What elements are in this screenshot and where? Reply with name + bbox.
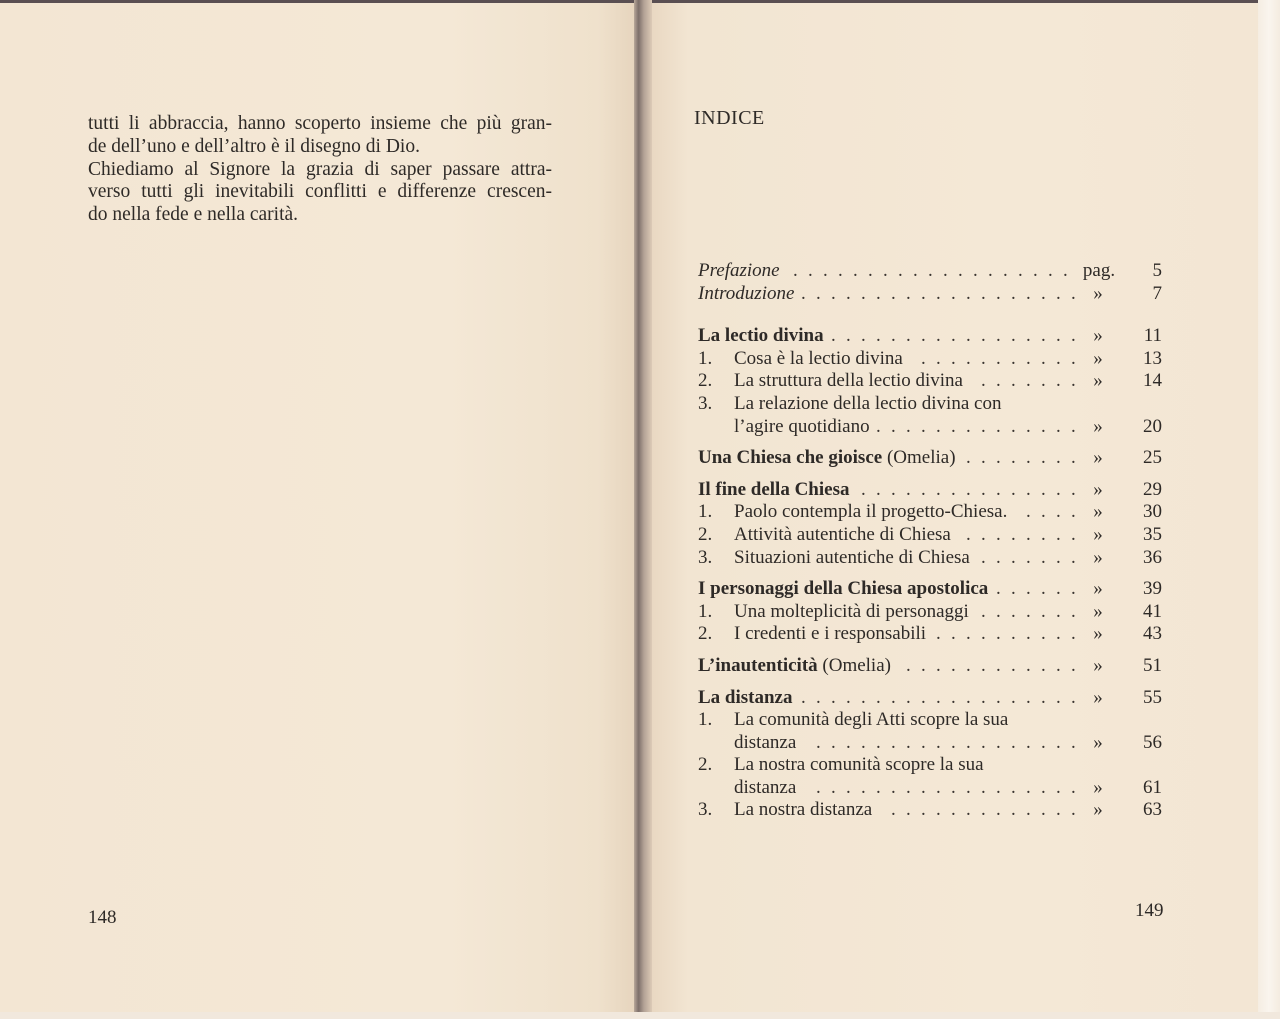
toc-marker: » [1093,325,1103,347]
table-of-contents [698,260,1162,822]
body-line: de dell’uno e dell’altro è il disegno di Dio. [88,135,420,157]
section-number: 2. [698,370,713,392]
toc-section-label: distanza [734,776,797,798]
toc-chapter-distanza [698,687,1162,710]
toc-marker: » [1093,415,1103,437]
toc-section [698,601,1162,624]
toc-marker: » [1093,546,1103,568]
book-gutter [634,0,652,1019]
toc-page-number: 63 [1143,799,1162,821]
toc-chapter-label: Una Chiesa che gioisce (Omelia) [698,447,956,469]
toc-page-number: 35 [1143,523,1162,545]
toc-section [698,547,1162,570]
dot-leader: ....... [981,370,1086,392]
toc-page-number: 7 [1152,282,1162,304]
toc-marker: » [1093,370,1103,392]
toc-page-number: 55 [1143,686,1162,708]
toc-section-label: 1. Paolo contempla il progetto-Chiesa. [698,501,1008,523]
toc-section-continuation [698,777,1162,800]
toc-chapter-personaggi [698,578,1162,601]
toc-chapter-label: La distanza [698,686,793,708]
dot-leader: ................. [831,325,1086,347]
toc-marker: » [1093,731,1103,753]
toc-page-number: 13 [1143,347,1162,369]
toc-section [698,754,1162,777]
section-number: 1. [698,600,713,622]
toc-section-label: distanza [734,731,797,753]
toc-chapter-label: I personaggi della Chiesa apostolica [698,578,989,600]
body-line: verso tutti gli inevitabili conflitti e differenze crescen- [88,181,552,203]
scan-bottom-edge [0,1012,1280,1019]
toc-entry-label: Introduzione [698,282,795,304]
toc-entry-prefazione [698,260,1162,283]
dot-leader: .......... [936,623,1086,645]
dot-leader: ................... [801,686,1086,708]
dot-leader: ................... [793,260,1078,281]
section-number: 3. [698,392,713,414]
section-number: 3. [698,799,713,821]
section-number: 2. [698,623,713,645]
toc-section [698,348,1162,371]
toc-section [698,393,1162,416]
toc-section-label: 2. La nostra comunità scopre la sua [698,754,984,776]
dot-leader: ...... [996,578,1086,600]
toc-marker: » [1093,447,1103,469]
dot-leader: ....... [981,546,1086,568]
toc-marker: » [1093,799,1103,821]
toc-section [698,709,1162,732]
toc-section-label: 3. La relazione della lectio divina con [698,392,1002,414]
toc-chapter-inautenticita [698,655,1162,678]
toc-chapter-lectio [698,325,1162,348]
toc-section-label: 2. Attività autentiche di Chiesa [698,523,951,545]
section-number: 1. [698,501,713,523]
toc-chapter-label: Il fine della Chiesa [698,478,850,500]
toc-section [698,524,1162,547]
toc-page-number: 56 [1143,731,1162,753]
toc-page-number: 25 [1143,447,1162,469]
toc-entry-label: Prefazione [698,260,780,281]
toc-marker: » [1093,654,1103,676]
index-title: INDICE [694,107,765,129]
toc-marker: » [1093,776,1103,798]
page-number-right: 149 [1135,900,1164,921]
dot-leader: ........ [966,523,1086,545]
toc-section [698,799,1162,822]
toc-page-number: 51 [1143,654,1162,676]
toc-marker: » [1093,501,1103,523]
toc-entry-introduzione [698,283,1162,306]
dot-leader: ........ [966,447,1086,469]
toc-page-number: 39 [1143,578,1162,600]
toc-section [698,623,1162,646]
toc-chapter-label: La lectio divina [698,325,824,347]
section-number: 3. [698,546,713,568]
toc-section-label: 1. La comunità degli Atti scopre la sua [698,709,1009,731]
toc-section-label: 3. Situazioni autentiche di Chiesa [698,546,970,568]
page-number-left: 148 [88,907,117,928]
toc-marker: pag. [1082,260,1116,281]
toc-section-label: 2. I credenti e i responsabili [698,623,927,645]
toc-marker: » [1093,347,1103,369]
toc-chapter-chiesa-gioisce [698,447,1162,470]
section-number: 2. [698,754,713,776]
toc-page-number: 20 [1143,415,1162,437]
toc-page-number: 36 [1143,546,1162,568]
body-line: Chiediamo al Signore la grazia di saper passare attra- [88,158,552,180]
dot-leader: .............. [876,415,1086,437]
toc-page-number: 11 [1143,325,1162,347]
toc-marker: » [1093,523,1103,545]
toc-chapter-label: L’inautenticità (Omelia) [698,654,891,676]
toc-chapter-fine-chiesa [698,479,1162,502]
section-number: 1. [698,709,713,731]
dot-leader: ............. [891,799,1086,821]
dot-leader: ....... [981,600,1086,622]
toc-page-number: 61 [1143,776,1162,798]
toc-note: (Omelia) [886,447,956,469]
toc-page-number: 41 [1143,600,1162,622]
toc-marker: » [1093,600,1103,622]
toc-page-number: 30 [1143,501,1162,523]
page-edge-strip [1258,0,1280,1019]
body-line: tutti li abbraccia, hanno scoperto insieme che più gran- [88,113,552,134]
dot-leader: .................. [816,776,1086,798]
toc-marker: » [1093,623,1103,645]
toc-page-number: 43 [1143,623,1162,645]
toc-marker: » [1093,478,1103,500]
toc-marker: » [1093,686,1103,708]
toc-marker: » [1093,578,1103,600]
toc-section-label: 3. La nostra distanza [698,799,873,821]
toc-note: (Omelia) [822,654,891,676]
section-number: 1. [698,347,713,369]
dot-leader: ................... [801,282,1086,304]
dot-leader: ........... [921,347,1086,369]
dot-leader: ............ [906,654,1086,676]
toc-section-label: l’agire quotidiano [734,415,870,437]
toc-page-number: 5 [1152,260,1162,281]
section-number: 2. [698,523,713,545]
toc-section [698,501,1162,524]
dot-leader: ............... [861,478,1086,500]
toc-section [698,370,1162,393]
toc-page-number: 14 [1143,370,1162,392]
body-line: do nella fede e nella carità. [88,204,299,226]
toc-section-label: 1. Cosa è la lectio divina [698,347,903,369]
toc-marker: » [1093,282,1103,304]
body-paragraph [88,113,552,227]
toc-page-number: 29 [1143,478,1162,500]
dot-leader: .................. [816,731,1086,753]
dot-leader: .... [1026,501,1086,523]
toc-section-label: 2. La struttura della lectio divina [698,370,963,392]
toc-section-label: 1. Una molteplicità di personaggi [698,600,969,622]
toc-section-continuation [698,732,1162,755]
toc-section-continuation [698,416,1162,439]
